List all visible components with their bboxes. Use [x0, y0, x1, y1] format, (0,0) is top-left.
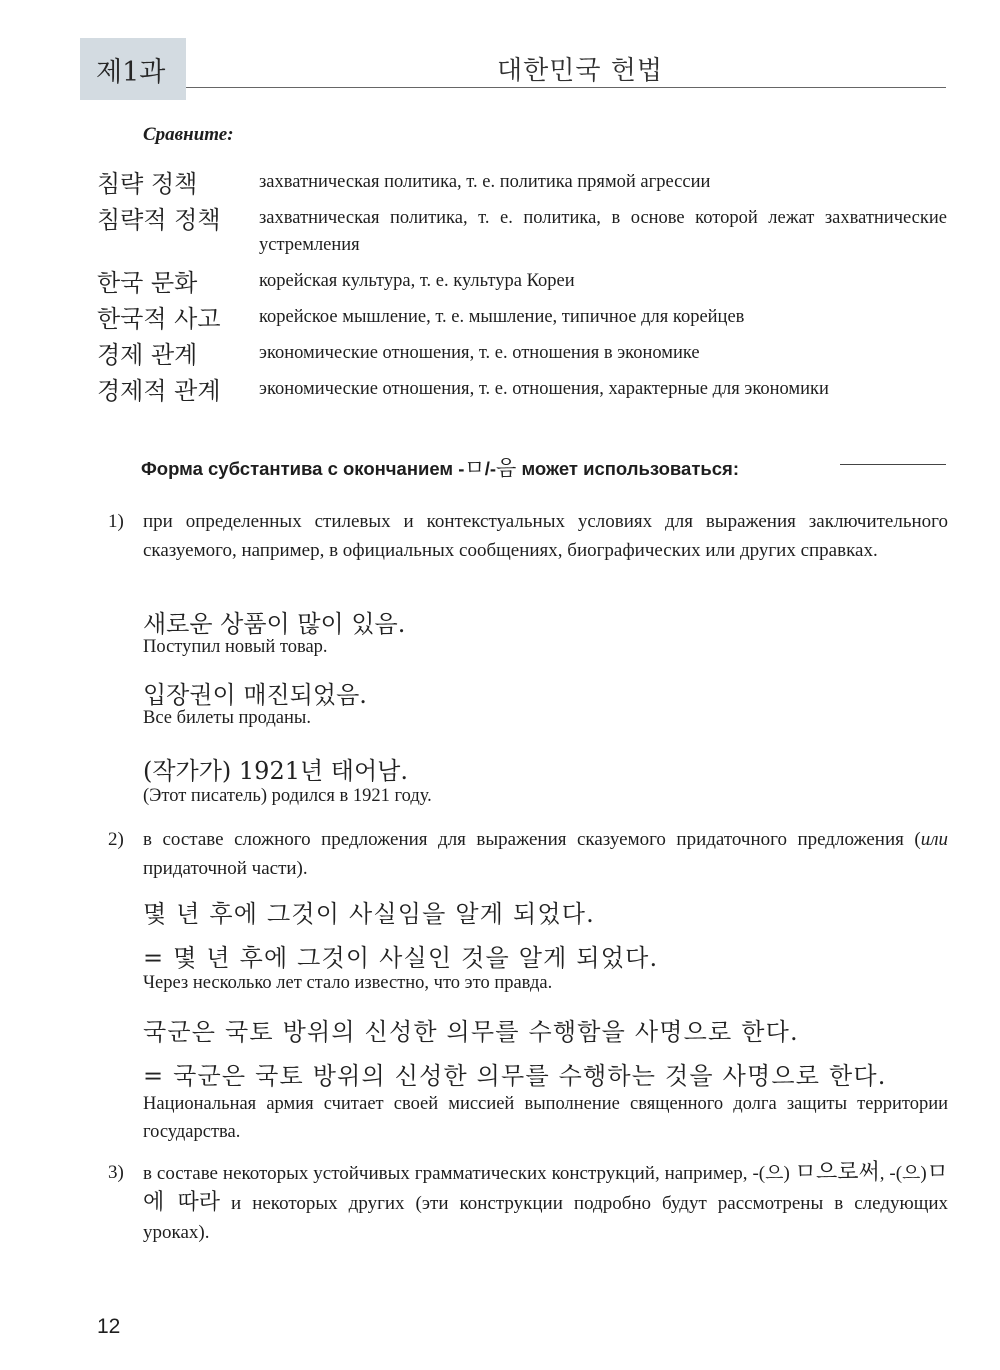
compare-russian: экономические отношения, т. е. отношения, характерные для экономики	[259, 379, 829, 399]
compare-korean: 경제 관계	[97, 341, 198, 369]
example-russian: Национальная армия считает своей миссией выполнение священного долга защиты территории государства.	[143, 1094, 948, 1142]
usage-heading: Форма субстантива с окончанием -ㅁ/-음 может использоваться:	[141, 456, 740, 480]
compare-russian: захватническая политика, т. е. политика прямой агрессии	[259, 172, 711, 192]
compare-russian: корейская культура, т. е. культура Кореи	[259, 271, 575, 291]
item-number: 1)	[108, 511, 124, 532]
compare-korean: 한국 문화	[97, 269, 198, 297]
example-korean: 몇 년 후에 그것이 사실임을 알게 되었다.	[143, 900, 595, 928]
example-korean: (작가가) 1921년 태어남.	[143, 757, 408, 785]
example-korean-equivalent: = 몇 년 후에 그것이 사실인 것을 알게 되었다.	[143, 944, 659, 972]
item-number: 2)	[108, 829, 124, 850]
lesson-tab: 제1과	[80, 38, 186, 100]
example-korean: 입장권이 매진되었음.	[143, 681, 367, 709]
example-korean: 새로운 상품이 많이 있음.	[143, 610, 406, 638]
example-russian: Все билеты проданы.	[143, 708, 311, 728]
example-russian: Через несколько лет стало известно, что это правда.	[143, 973, 553, 993]
item-text: в составе некоторых устойчивых грамматических конструкций, например, -(으) ㅁ으로써, -(으)ㅁ에 따라 и некоторых других (эти конструкции подробно будут рассмотрены в следующих уроках).	[143, 1160, 948, 1243]
compare-korean: 침략적 정책	[97, 206, 221, 234]
compare-russian: захватническая политика, т. е. политика, в основе которой лежат захватнические устремления	[259, 208, 947, 255]
usage-heading-rule	[840, 464, 946, 465]
page-number: 12	[97, 1315, 121, 1338]
example-korean: 국군은 국토 방위의 신성한 의무를 수행함을 사명으로 한다.	[143, 1018, 799, 1046]
compare-russian: корейское мышление, т. е. мышление, типичное для корейцев	[259, 307, 745, 327]
item-number: 3)	[108, 1162, 124, 1183]
item-text: при определенных стилевых и контекстуальных условиях для выражения заключительного сказуемого, например, в официальных сообщениях, биографических или других справках.	[143, 511, 948, 561]
page-header-title: 대한민국 헌법	[497, 56, 663, 86]
header-divider	[186, 87, 946, 88]
example-russian: (Этот писатель) родился в 1921 году.	[143, 786, 432, 806]
compare-heading: Сравните:	[143, 124, 234, 145]
compare-korean: 경제적 관계	[97, 377, 221, 405]
item-text: в составе сложного предложения для выражения сказуемого придаточного предложения (или придаточной части).	[143, 829, 948, 879]
compare-korean: 침략 정책	[97, 170, 198, 198]
example-russian: Поступил новый товар.	[143, 637, 328, 657]
compare-russian: экономические отношения, т. е. отношения в экономике	[259, 343, 700, 363]
compare-korean: 한국적 사고	[97, 305, 221, 333]
example-korean-equivalent: = 국군은 국토 방위의 신성한 의무를 수행하는 것을 사명으로 한다.	[143, 1062, 887, 1090]
